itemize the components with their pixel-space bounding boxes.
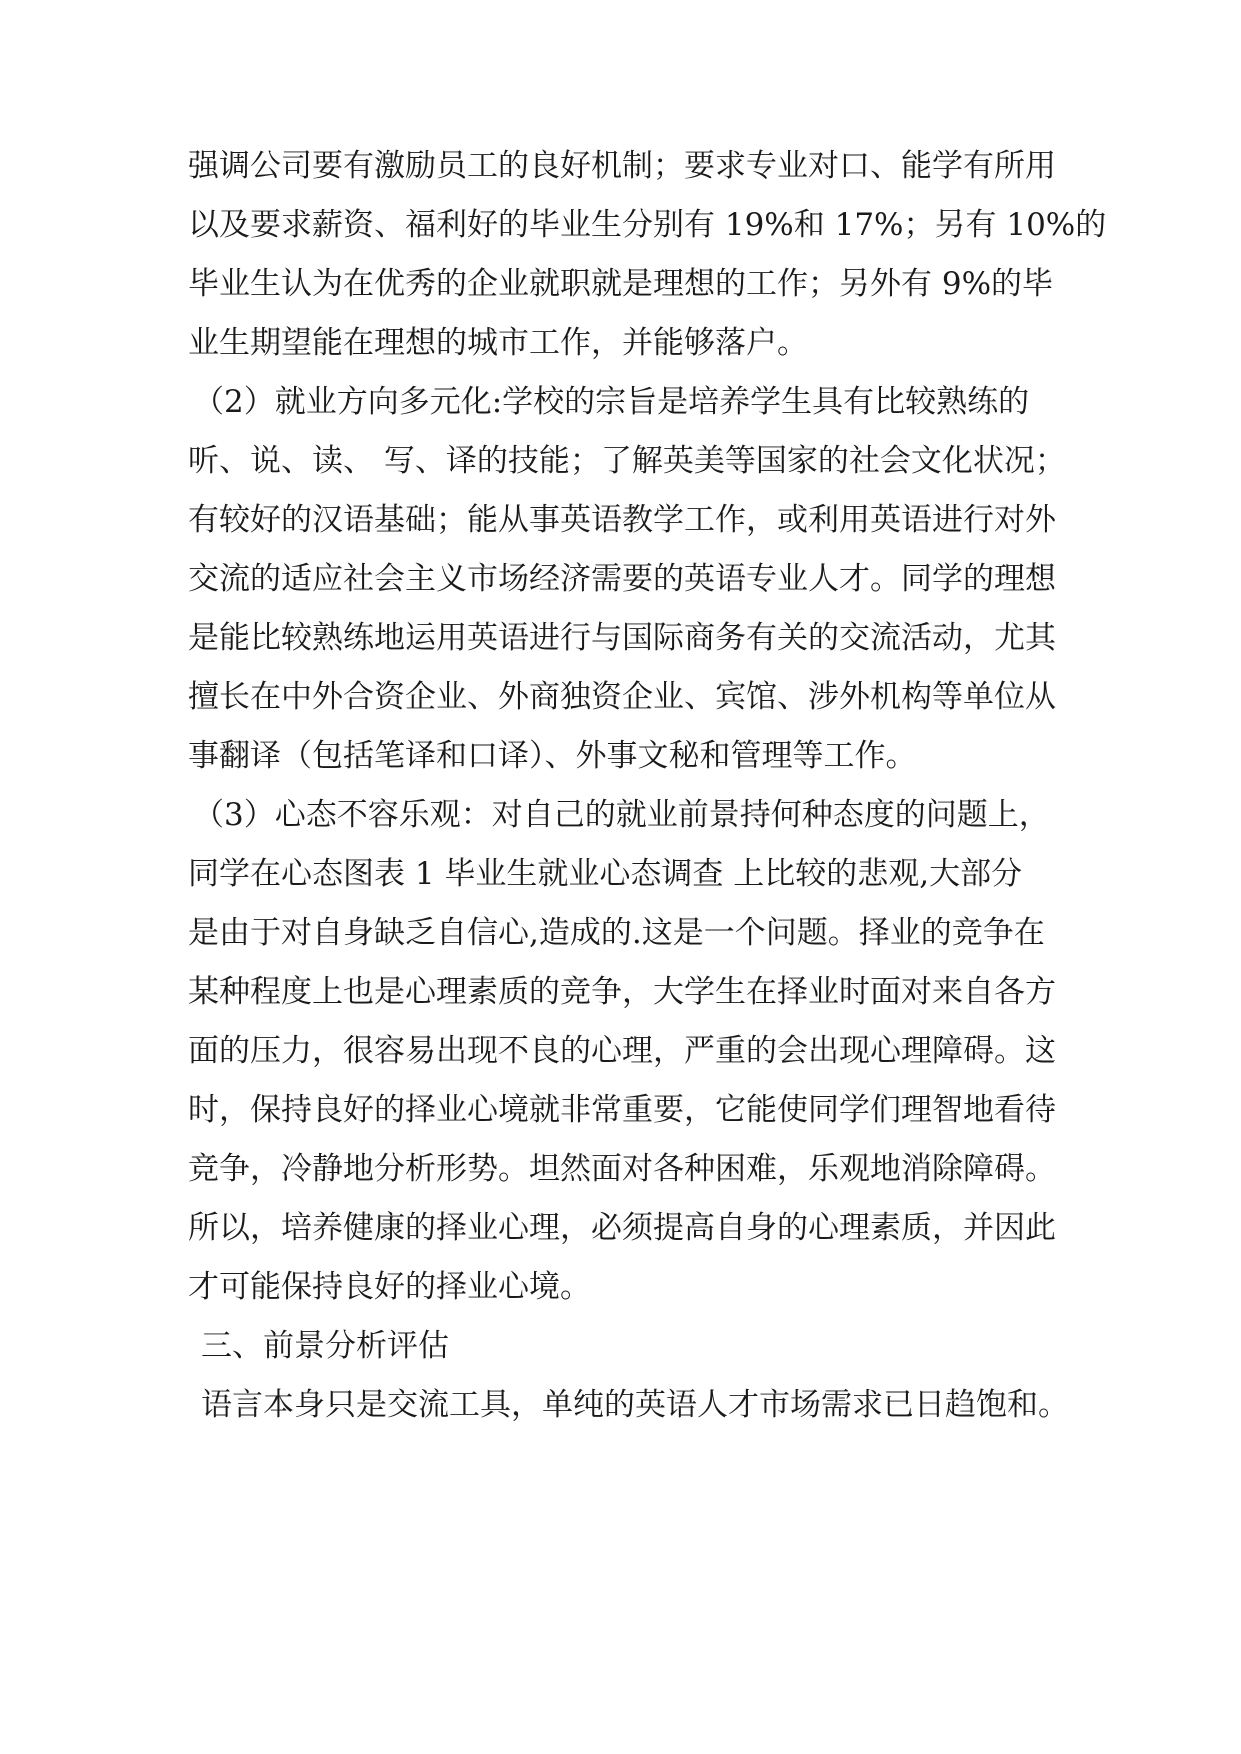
text-line: 是能比较熟练地运用英语进行与国际商务有关的交流活动，尤其 bbox=[188, 620, 1056, 656]
text-line: 竞争，冷静地分析形势。坦然面对各种困难，乐观地消除障碍。 bbox=[188, 1151, 1056, 1187]
list-item-3: （3）心态不容乐观：对自己的就业前景持何种态度的问题上， bbox=[193, 797, 1050, 833]
text-line: 同学在心态图表 1 毕业生就业心态调查 上比较的悲观,大部分 bbox=[188, 856, 1023, 892]
text-line: 才可能保持良好的择业心境。 bbox=[188, 1269, 591, 1305]
list-item-2: （2）就业方向多元化:学校的宗旨是培养学生具有比较熟练的 bbox=[193, 384, 1030, 420]
text-line: 事翻译（包括笔译和口译）、外事文秘和管理等工作。 bbox=[188, 738, 917, 774]
text-line: 有较好的汉语基础；能从事英语教学工作，或利用英语进行对外 bbox=[188, 502, 1056, 538]
section-heading: 三、前景分析评估 bbox=[201, 1328, 449, 1364]
text-line: 所以，培养健康的择业心理，必须提高自身的心理素质，并因此 bbox=[188, 1210, 1056, 1246]
text-line: 面的压力，很容易出现不良的心理，严重的会出现心理障碍。这 bbox=[188, 1033, 1056, 1069]
text-line: 交流的适应社会主义市场经济需要的英语专业人才。同学的理想 bbox=[188, 561, 1056, 597]
text-line: 擅长在中外合资企业、外商独资企业、宾馆、涉外机构等单位从 bbox=[188, 679, 1056, 715]
text-line: 毕业生认为在优秀的企业就职就是理想的工作；另外有 9%的毕 bbox=[188, 266, 1054, 302]
text-line: 语言本身只是交流工具，单纯的英语人才市场需求已日趋饱和。 bbox=[201, 1387, 1069, 1423]
text-line: 某种程度上也是心理素质的竞争，大学生在择业时面对来自各方 bbox=[188, 974, 1056, 1010]
text-line: 是由于对自身缺乏自信心,造成的.这是一个问题。择业的竞争在 bbox=[188, 915, 1045, 951]
text-line: 时，保持良好的择业心境就非常重要，它能使同学们理智地看待 bbox=[188, 1092, 1056, 1128]
text-line: 业生期望能在理想的城市工作，并能够落户。 bbox=[188, 325, 808, 361]
text-line: 强调公司要有激励员工的良好机制；要求专业对口、能学有所用 bbox=[188, 148, 1056, 184]
text-line: 听、说、读、 写、译的技能；了解英美等国家的社会文化状况； bbox=[188, 443, 1066, 479]
text-line: 以及要求薪资、福利好的毕业生分别有 19%和 17%；另有 10%的 bbox=[188, 207, 1107, 243]
